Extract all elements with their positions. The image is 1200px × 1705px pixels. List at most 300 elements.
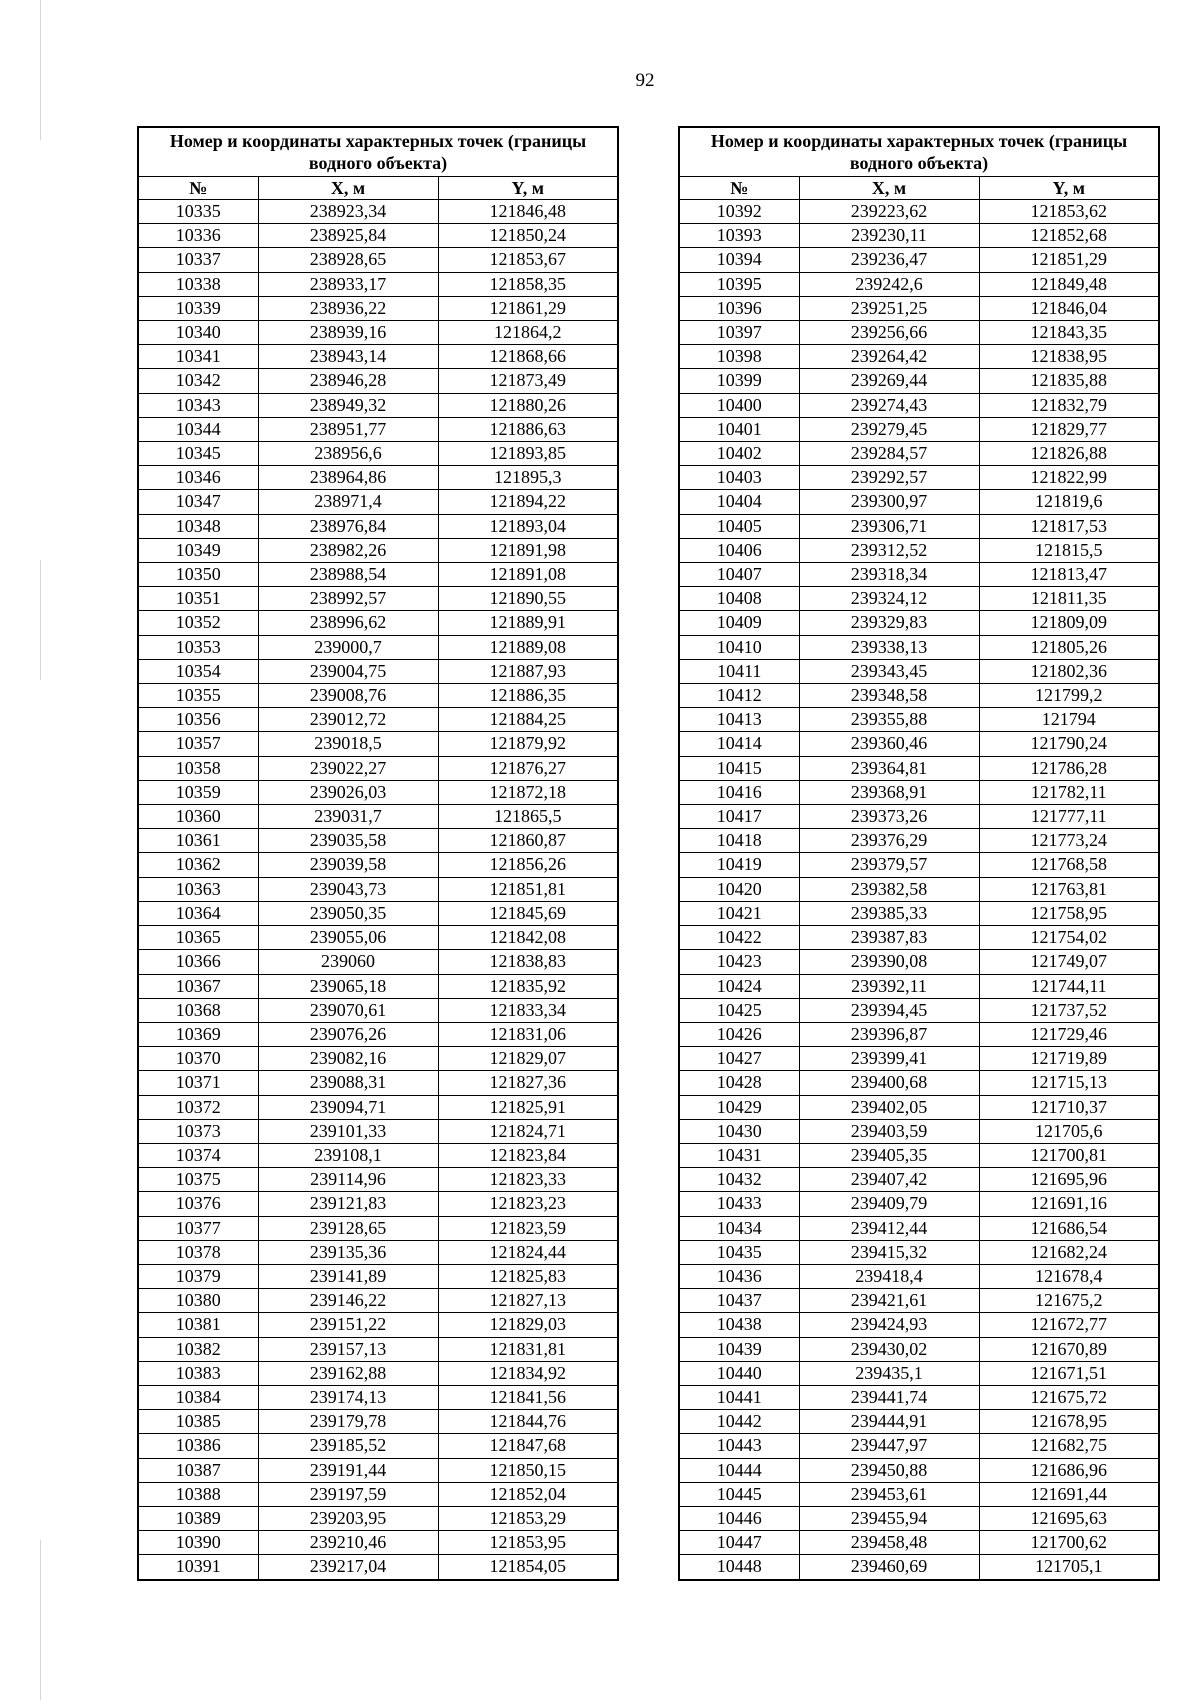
x-coordinate-cell: 239400,68 xyxy=(799,1071,979,1095)
y-coordinate-cell: 121790,24 xyxy=(979,732,1159,756)
x-coordinate-cell: 238923,34 xyxy=(258,200,438,224)
y-coordinate-cell: 121889,91 xyxy=(438,611,618,635)
x-coordinate-cell: 239141,89 xyxy=(258,1264,438,1288)
y-coordinate-cell: 121686,96 xyxy=(979,1458,1159,1482)
x-coordinate-cell: 238964,86 xyxy=(258,466,438,490)
point-number-cell: 10362 xyxy=(138,853,258,877)
y-coordinate-cell: 121744,11 xyxy=(979,974,1159,998)
y-coordinate-cell: 121829,03 xyxy=(438,1313,618,1337)
y-coordinate-cell: 121777,11 xyxy=(979,805,1159,829)
table-row xyxy=(679,1192,1159,1216)
table-row xyxy=(138,369,618,393)
point-number-cell: 10402 xyxy=(679,442,799,466)
x-coordinate-cell: 239088,31 xyxy=(258,1071,438,1095)
y-coordinate-cell: 121854,05 xyxy=(438,1555,618,1580)
table-row xyxy=(138,1555,618,1580)
point-number-cell: 10434 xyxy=(679,1216,799,1240)
table-row xyxy=(138,1192,618,1216)
point-number-cell: 10374 xyxy=(138,1143,258,1167)
y-coordinate-cell: 121831,81 xyxy=(438,1337,618,1361)
y-coordinate-cell: 121823,59 xyxy=(438,1216,618,1240)
point-number-cell: 10421 xyxy=(679,901,799,925)
x-coordinate-cell: 239179,78 xyxy=(258,1410,438,1434)
table-row xyxy=(679,1434,1159,1458)
x-coordinate-cell: 239151,22 xyxy=(258,1313,438,1337)
point-number-cell: 10338 xyxy=(138,272,258,296)
x-coordinate-cell: 239121,83 xyxy=(258,1192,438,1216)
point-number-cell: 10426 xyxy=(679,1022,799,1046)
x-coordinate-cell: 238992,57 xyxy=(258,587,438,611)
table-row xyxy=(679,1240,1159,1264)
x-coordinate-cell: 239101,33 xyxy=(258,1119,438,1143)
table-row xyxy=(679,877,1159,901)
x-coordinate-cell: 239455,94 xyxy=(799,1506,979,1530)
x-coordinate-cell: 239312,52 xyxy=(799,538,979,562)
y-coordinate-cell: 121675,2 xyxy=(979,1289,1159,1313)
y-coordinate-cell: 121737,52 xyxy=(979,998,1159,1022)
y-coordinate-cell: 121729,46 xyxy=(979,1022,1159,1046)
point-number-cell: 10406 xyxy=(679,538,799,562)
y-coordinate-cell: 121852,68 xyxy=(979,224,1159,248)
point-number-cell: 10344 xyxy=(138,417,258,441)
y-coordinate-cell: 121846,04 xyxy=(979,296,1159,320)
x-coordinate-cell: 239329,83 xyxy=(799,611,979,635)
table-row xyxy=(679,1482,1159,1506)
point-number-cell: 10364 xyxy=(138,901,258,925)
table-row xyxy=(138,659,618,683)
y-coordinate-cell: 121838,83 xyxy=(438,950,618,974)
table-row xyxy=(679,1289,1159,1313)
y-coordinate-cell: 121864,2 xyxy=(438,321,618,345)
x-coordinate-cell: 239055,06 xyxy=(258,926,438,950)
y-coordinate-cell: 121705,6 xyxy=(979,1119,1159,1143)
table-row xyxy=(138,829,618,853)
y-coordinate-cell: 121682,24 xyxy=(979,1240,1159,1264)
y-coordinate-cell: 121834,92 xyxy=(438,1361,618,1385)
x-coordinate-cell: 239223,62 xyxy=(799,200,979,224)
table-row xyxy=(138,1410,618,1434)
table-row xyxy=(138,538,618,562)
x-coordinate-cell: 239114,96 xyxy=(258,1168,438,1192)
y-coordinate-cell: 121824,44 xyxy=(438,1240,618,1264)
y-coordinate-cell: 121763,81 xyxy=(979,877,1159,901)
table-row xyxy=(138,1240,618,1264)
column-header-number: № xyxy=(679,177,799,200)
x-coordinate-cell: 239318,34 xyxy=(799,563,979,587)
y-coordinate-cell: 121833,34 xyxy=(438,998,618,1022)
y-coordinate-cell: 121825,91 xyxy=(438,1095,618,1119)
point-number-cell: 10400 xyxy=(679,393,799,417)
x-coordinate-cell: 239004,75 xyxy=(258,659,438,683)
x-coordinate-cell: 238996,62 xyxy=(258,611,438,635)
y-coordinate-cell: 121850,15 xyxy=(438,1458,618,1482)
x-coordinate-cell: 239409,79 xyxy=(799,1192,979,1216)
point-number-cell: 10345 xyxy=(138,442,258,466)
x-coordinate-cell: 238988,54 xyxy=(258,563,438,587)
point-number-cell: 10384 xyxy=(138,1385,258,1409)
table-caption: Номер и координаты характерных точек (границы водного объекта) xyxy=(679,127,1159,177)
table-row xyxy=(679,1313,1159,1337)
column-header-y: Y, м xyxy=(979,177,1159,200)
table-row xyxy=(679,490,1159,514)
x-coordinate-cell: 239450,88 xyxy=(799,1458,979,1482)
point-number-cell: 10404 xyxy=(679,490,799,514)
y-coordinate-cell: 121817,53 xyxy=(979,514,1159,538)
y-coordinate-cell: 121841,56 xyxy=(438,1385,618,1409)
x-coordinate-cell: 239284,57 xyxy=(799,442,979,466)
point-number-cell: 10343 xyxy=(138,393,258,417)
table-row xyxy=(138,1022,618,1046)
table-row xyxy=(679,296,1159,320)
y-coordinate-cell: 121695,63 xyxy=(979,1506,1159,1530)
y-coordinate-cell: 121873,49 xyxy=(438,369,618,393)
table-row xyxy=(138,1506,618,1530)
table-row xyxy=(679,659,1159,683)
point-number-cell: 10357 xyxy=(138,732,258,756)
y-coordinate-cell: 121827,36 xyxy=(438,1071,618,1095)
table-row xyxy=(679,732,1159,756)
x-coordinate-cell: 239043,73 xyxy=(258,877,438,901)
point-number-cell: 10354 xyxy=(138,659,258,683)
table-row xyxy=(679,1022,1159,1046)
table-row xyxy=(138,1434,618,1458)
table-row xyxy=(679,587,1159,611)
table-row xyxy=(679,1216,1159,1240)
table-row xyxy=(138,200,618,224)
table-row xyxy=(138,1482,618,1506)
x-coordinate-cell: 239368,91 xyxy=(799,780,979,804)
point-number-cell: 10370 xyxy=(138,1047,258,1071)
table-row xyxy=(679,1095,1159,1119)
y-coordinate-cell: 121825,83 xyxy=(438,1264,618,1288)
y-coordinate-cell: 121700,62 xyxy=(979,1531,1159,1555)
point-number-cell: 10368 xyxy=(138,998,258,1022)
y-coordinate-cell: 121672,77 xyxy=(979,1313,1159,1337)
x-coordinate-cell: 239382,58 xyxy=(799,877,979,901)
y-coordinate-cell: 121794 xyxy=(979,708,1159,732)
table-row xyxy=(138,708,618,732)
coordinates-table-right xyxy=(678,126,1160,1581)
point-number-cell: 10388 xyxy=(138,1482,258,1506)
point-number-cell: 10429 xyxy=(679,1095,799,1119)
table-row xyxy=(138,490,618,514)
point-number-cell: 10425 xyxy=(679,998,799,1022)
point-number-cell: 10397 xyxy=(679,321,799,345)
x-coordinate-cell: 239242,6 xyxy=(799,272,979,296)
point-number-cell: 10341 xyxy=(138,345,258,369)
table-row xyxy=(138,974,618,998)
table-row xyxy=(679,248,1159,272)
point-number-cell: 10353 xyxy=(138,635,258,659)
table-row xyxy=(679,200,1159,224)
table-row xyxy=(138,1119,618,1143)
table-row xyxy=(138,1168,618,1192)
y-coordinate-cell: 121891,98 xyxy=(438,538,618,562)
table-body-right xyxy=(679,200,1159,1580)
point-number-cell: 10383 xyxy=(138,1361,258,1385)
point-number-cell: 10436 xyxy=(679,1264,799,1288)
x-coordinate-cell: 239230,11 xyxy=(799,224,979,248)
table-row xyxy=(138,1071,618,1095)
table-body-left xyxy=(138,200,618,1580)
y-coordinate-cell: 121678,4 xyxy=(979,1264,1159,1288)
table-row xyxy=(138,1361,618,1385)
y-coordinate-cell: 121893,04 xyxy=(438,514,618,538)
point-number-cell: 10340 xyxy=(138,321,258,345)
y-coordinate-cell: 121895,3 xyxy=(438,466,618,490)
point-number-cell: 10358 xyxy=(138,756,258,780)
x-coordinate-cell: 239324,12 xyxy=(799,587,979,611)
point-number-cell: 10347 xyxy=(138,490,258,514)
table-row xyxy=(138,393,618,417)
point-number-cell: 10413 xyxy=(679,708,799,732)
table-row xyxy=(679,974,1159,998)
x-coordinate-cell: 239094,71 xyxy=(258,1095,438,1119)
y-coordinate-cell: 121811,35 xyxy=(979,587,1159,611)
x-coordinate-cell: 239022,27 xyxy=(258,756,438,780)
table-row xyxy=(138,732,618,756)
x-coordinate-cell: 239039,58 xyxy=(258,853,438,877)
point-number-cell: 10398 xyxy=(679,345,799,369)
left-margin-line xyxy=(40,560,41,680)
y-coordinate-cell: 121849,48 xyxy=(979,272,1159,296)
point-number-cell: 10437 xyxy=(679,1289,799,1313)
x-coordinate-cell: 239373,26 xyxy=(799,805,979,829)
x-coordinate-cell: 239387,83 xyxy=(799,926,979,950)
x-coordinate-cell: 239421,61 xyxy=(799,1289,979,1313)
y-coordinate-cell: 121852,04 xyxy=(438,1482,618,1506)
x-coordinate-cell: 239460,69 xyxy=(799,1555,979,1580)
point-number-cell: 10440 xyxy=(679,1361,799,1385)
x-coordinate-cell: 239191,44 xyxy=(258,1458,438,1482)
point-number-cell: 10393 xyxy=(679,224,799,248)
y-coordinate-cell: 121846,48 xyxy=(438,200,618,224)
x-coordinate-cell: 238928,65 xyxy=(258,248,438,272)
x-coordinate-cell: 239279,45 xyxy=(799,417,979,441)
table-row xyxy=(679,272,1159,296)
y-coordinate-cell: 121850,24 xyxy=(438,224,618,248)
y-coordinate-cell: 121813,47 xyxy=(979,563,1159,587)
table-row xyxy=(679,1119,1159,1143)
y-coordinate-cell: 121782,11 xyxy=(979,780,1159,804)
x-coordinate-cell: 239269,44 xyxy=(799,369,979,393)
point-number-cell: 10442 xyxy=(679,1410,799,1434)
point-number-cell: 10387 xyxy=(138,1458,258,1482)
y-coordinate-cell: 121851,29 xyxy=(979,248,1159,272)
table-row xyxy=(138,635,618,659)
table-row xyxy=(138,1337,618,1361)
point-number-cell: 10430 xyxy=(679,1119,799,1143)
y-coordinate-cell: 121829,07 xyxy=(438,1047,618,1071)
column-header-x: X, м xyxy=(799,177,979,200)
y-coordinate-cell: 121823,23 xyxy=(438,1192,618,1216)
table-row xyxy=(679,442,1159,466)
x-coordinate-cell: 238949,32 xyxy=(258,393,438,417)
table-row xyxy=(679,853,1159,877)
table-row xyxy=(679,780,1159,804)
x-coordinate-cell: 239379,57 xyxy=(799,853,979,877)
table-row xyxy=(679,321,1159,345)
table-row xyxy=(138,611,618,635)
point-number-cell: 10339 xyxy=(138,296,258,320)
table-row xyxy=(138,224,618,248)
table-row xyxy=(679,1361,1159,1385)
y-coordinate-cell: 121691,44 xyxy=(979,1482,1159,1506)
x-coordinate-cell: 239197,59 xyxy=(258,1482,438,1506)
x-coordinate-cell: 239135,36 xyxy=(258,1240,438,1264)
x-coordinate-cell: 239453,61 xyxy=(799,1482,979,1506)
table-row xyxy=(679,1458,1159,1482)
x-coordinate-cell: 239000,7 xyxy=(258,635,438,659)
point-number-cell: 10407 xyxy=(679,563,799,587)
y-coordinate-cell: 121802,36 xyxy=(979,659,1159,683)
x-coordinate-cell: 239348,58 xyxy=(799,684,979,708)
x-coordinate-cell: 239076,26 xyxy=(258,1022,438,1046)
table-row xyxy=(679,345,1159,369)
y-coordinate-cell: 121865,5 xyxy=(438,805,618,829)
table-row xyxy=(138,296,618,320)
x-coordinate-cell: 239396,87 xyxy=(799,1022,979,1046)
x-coordinate-cell: 238933,17 xyxy=(258,272,438,296)
point-number-cell: 10382 xyxy=(138,1337,258,1361)
table-row xyxy=(679,756,1159,780)
x-coordinate-cell: 239390,08 xyxy=(799,950,979,974)
table-row xyxy=(138,345,618,369)
x-coordinate-cell: 239394,45 xyxy=(799,998,979,1022)
y-coordinate-cell: 121843,35 xyxy=(979,321,1159,345)
point-number-cell: 10411 xyxy=(679,659,799,683)
table-row xyxy=(138,877,618,901)
point-number-cell: 10409 xyxy=(679,611,799,635)
y-coordinate-cell: 121835,92 xyxy=(438,974,618,998)
y-coordinate-cell: 121700,81 xyxy=(979,1143,1159,1167)
point-number-cell: 10359 xyxy=(138,780,258,804)
x-coordinate-cell: 239444,91 xyxy=(799,1410,979,1434)
point-number-cell: 10361 xyxy=(138,829,258,853)
point-number-cell: 10386 xyxy=(138,1434,258,1458)
y-coordinate-cell: 121829,77 xyxy=(979,417,1159,441)
x-coordinate-cell: 239012,72 xyxy=(258,708,438,732)
point-number-cell: 10369 xyxy=(138,1022,258,1046)
x-coordinate-cell: 239376,29 xyxy=(799,829,979,853)
table-row xyxy=(679,1337,1159,1361)
table-row xyxy=(679,1071,1159,1095)
x-coordinate-cell: 239338,13 xyxy=(799,635,979,659)
table-row xyxy=(679,926,1159,950)
table-row xyxy=(679,1555,1159,1580)
table-row xyxy=(679,1506,1159,1530)
point-number-cell: 10401 xyxy=(679,417,799,441)
page-number: 92 xyxy=(635,70,655,91)
y-coordinate-cell: 121856,26 xyxy=(438,853,618,877)
point-number-cell: 10389 xyxy=(138,1506,258,1530)
table-row xyxy=(138,1458,618,1482)
table-row xyxy=(679,901,1159,925)
point-number-cell: 10419 xyxy=(679,853,799,877)
x-coordinate-cell: 239128,65 xyxy=(258,1216,438,1240)
point-number-cell: 10373 xyxy=(138,1119,258,1143)
point-number-cell: 10349 xyxy=(138,538,258,562)
x-coordinate-cell: 239418,4 xyxy=(799,1264,979,1288)
y-coordinate-cell: 121827,13 xyxy=(438,1289,618,1313)
x-coordinate-cell: 239300,97 xyxy=(799,490,979,514)
y-coordinate-cell: 121844,76 xyxy=(438,1410,618,1434)
x-coordinate-cell: 238971,4 xyxy=(258,490,438,514)
table-row xyxy=(138,1289,618,1313)
x-coordinate-cell: 239210,46 xyxy=(258,1531,438,1555)
point-number-cell: 10385 xyxy=(138,1410,258,1434)
point-number-cell: 10439 xyxy=(679,1337,799,1361)
table-row xyxy=(138,321,618,345)
y-coordinate-cell: 121886,35 xyxy=(438,684,618,708)
y-coordinate-cell: 121809,09 xyxy=(979,611,1159,635)
y-coordinate-cell: 121880,26 xyxy=(438,393,618,417)
y-coordinate-cell: 121824,71 xyxy=(438,1119,618,1143)
point-number-cell: 10346 xyxy=(138,466,258,490)
table-row xyxy=(679,684,1159,708)
y-coordinate-cell: 121686,54 xyxy=(979,1216,1159,1240)
y-coordinate-cell: 121710,37 xyxy=(979,1095,1159,1119)
x-coordinate-cell: 239008,76 xyxy=(258,684,438,708)
y-coordinate-cell: 121861,29 xyxy=(438,296,618,320)
table-row xyxy=(138,1264,618,1288)
point-number-cell: 10410 xyxy=(679,635,799,659)
y-coordinate-cell: 121894,22 xyxy=(438,490,618,514)
x-coordinate-cell: 239060 xyxy=(258,950,438,974)
point-number-cell: 10379 xyxy=(138,1264,258,1288)
y-coordinate-cell: 121826,88 xyxy=(979,442,1159,466)
table-row xyxy=(138,442,618,466)
table-row xyxy=(138,563,618,587)
point-number-cell: 10412 xyxy=(679,684,799,708)
x-coordinate-cell: 239360,46 xyxy=(799,732,979,756)
point-number-cell: 10444 xyxy=(679,1458,799,1482)
point-number-cell: 10408 xyxy=(679,587,799,611)
point-number-cell: 10443 xyxy=(679,1434,799,1458)
y-coordinate-cell: 121879,92 xyxy=(438,732,618,756)
y-coordinate-cell: 121838,95 xyxy=(979,345,1159,369)
x-coordinate-cell: 239236,47 xyxy=(799,248,979,272)
point-number-cell: 10445 xyxy=(679,1482,799,1506)
table-row xyxy=(138,1143,618,1167)
point-number-cell: 10427 xyxy=(679,1047,799,1071)
y-coordinate-cell: 121860,87 xyxy=(438,829,618,853)
point-number-cell: 10448 xyxy=(679,1555,799,1580)
x-coordinate-cell: 239407,42 xyxy=(799,1168,979,1192)
y-coordinate-cell: 121835,88 xyxy=(979,369,1159,393)
table-row xyxy=(138,1385,618,1409)
table-row xyxy=(138,1531,618,1555)
y-coordinate-cell: 121819,6 xyxy=(979,490,1159,514)
point-number-cell: 10335 xyxy=(138,200,258,224)
table-row xyxy=(138,950,618,974)
table-row xyxy=(138,466,618,490)
point-number-cell: 10399 xyxy=(679,369,799,393)
x-coordinate-cell: 239424,93 xyxy=(799,1313,979,1337)
table-row xyxy=(138,272,618,296)
point-number-cell: 10380 xyxy=(138,1289,258,1313)
x-coordinate-cell: 239403,59 xyxy=(799,1119,979,1143)
y-coordinate-cell: 121675,72 xyxy=(979,1385,1159,1409)
x-coordinate-cell: 239146,22 xyxy=(258,1289,438,1313)
x-coordinate-cell: 239026,03 xyxy=(258,780,438,804)
point-number-cell: 10416 xyxy=(679,780,799,804)
point-number-cell: 10378 xyxy=(138,1240,258,1264)
point-number-cell: 10352 xyxy=(138,611,258,635)
point-number-cell: 10390 xyxy=(138,1531,258,1555)
y-coordinate-cell: 121889,08 xyxy=(438,635,618,659)
table-row xyxy=(679,635,1159,659)
